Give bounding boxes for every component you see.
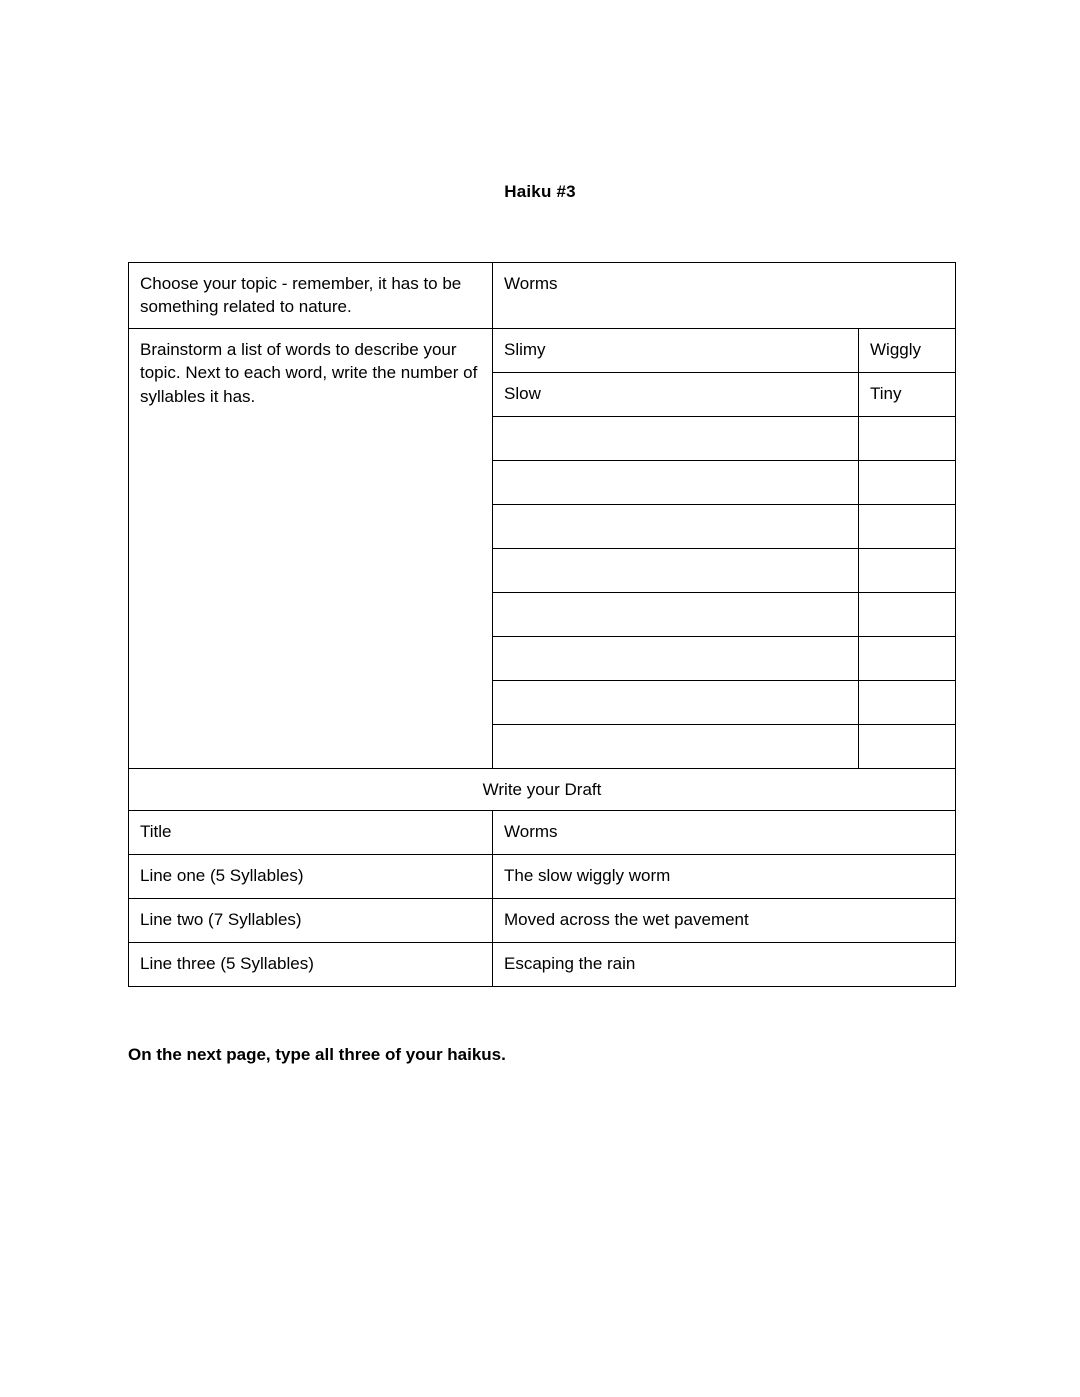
brainstorm-syllable-cell[interactable]: Tiny <box>859 372 956 416</box>
brainstorm-word-cell[interactable]: Slimy <box>493 328 859 372</box>
brainstorm-syllable-cell[interactable]: Wiggly <box>859 328 956 372</box>
draft-row <box>129 899 956 943</box>
draft-row-label: Line two (7 Syllables) <box>129 899 493 943</box>
brainstorm-word-cell[interactable]: Slow <box>493 372 859 416</box>
draft-row-value[interactable]: Moved across the wet pavement <box>493 899 956 943</box>
draft-section-header: Write your Draft <box>129 768 956 810</box>
brainstorm-syllable-cell[interactable] <box>859 724 956 768</box>
brainstorm-syllable-cell[interactable] <box>859 416 956 460</box>
brainstorm-row <box>129 328 956 372</box>
draft-row <box>129 811 956 855</box>
brainstorm-syllable-cell[interactable] <box>859 460 956 504</box>
brainstorm-word-cell[interactable] <box>493 548 859 592</box>
brainstorm-syllable-cell[interactable] <box>859 592 956 636</box>
brainstorm-word-cell[interactable] <box>493 636 859 680</box>
draft-row-label: Line three (5 Syllables) <box>129 943 493 987</box>
draft-header-row <box>129 768 956 810</box>
haiku-worksheet-table <box>128 262 956 987</box>
closing-instruction: On the next page, type all three of your haikus. <box>128 1045 506 1065</box>
brainstorm-word-cell[interactable] <box>493 460 859 504</box>
draft-row-label: Title <box>129 811 493 855</box>
topic-prompt-cell: Choose your topic - remember, it has to be something related to nature. <box>129 263 493 329</box>
brainstorm-syllable-cell[interactable] <box>859 680 956 724</box>
page-title: Haiku #3 <box>504 182 576 201</box>
brainstorm-word-cell[interactable] <box>493 724 859 768</box>
topic-answer-cell[interactable]: Worms <box>493 263 956 329</box>
draft-row-value[interactable]: Worms <box>493 811 956 855</box>
brainstorm-word-cell[interactable] <box>493 680 859 724</box>
draft-row-value[interactable]: The slow wiggly worm <box>493 855 956 899</box>
topic-row <box>129 263 956 329</box>
brainstorm-syllable-cell[interactable] <box>859 504 956 548</box>
brainstorm-syllable-cell[interactable] <box>859 636 956 680</box>
draft-row-label: Line one (5 Syllables) <box>129 855 493 899</box>
brainstorm-syllable-cell[interactable] <box>859 548 956 592</box>
brainstorm-prompt-cell: Brainstorm a list of words to describe your topic. Next to each word, write the number of syllables it has. <box>129 328 493 768</box>
draft-row <box>129 943 956 987</box>
draft-row-value[interactable]: Escaping the rain <box>493 943 956 987</box>
brainstorm-word-cell[interactable] <box>493 592 859 636</box>
brainstorm-word-cell[interactable] <box>493 504 859 548</box>
brainstorm-word-cell[interactable] <box>493 416 859 460</box>
draft-row <box>129 855 956 899</box>
